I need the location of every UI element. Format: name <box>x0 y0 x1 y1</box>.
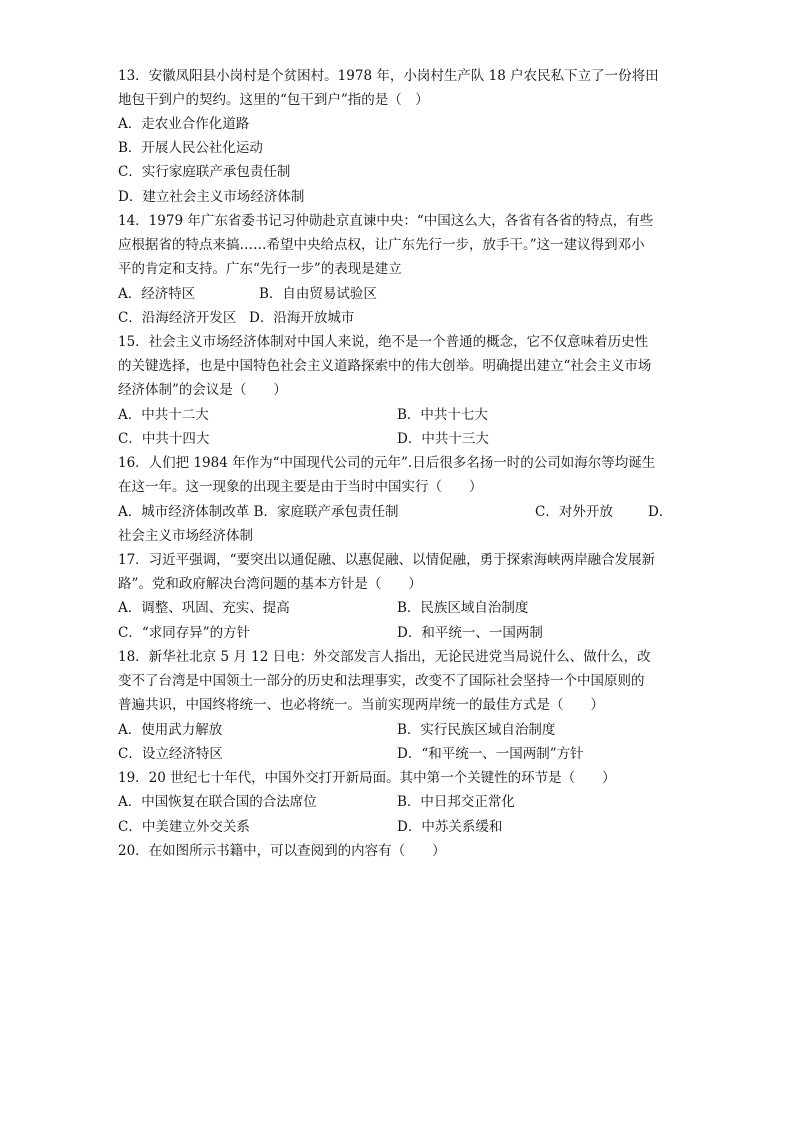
q15-option-d: D．中共十三大 <box>397 431 489 447</box>
q18-stem-line1: 18．新华社北京 5 月 12 日电：外交部发言人指出，无论民进党当局说什么、做什么，改 <box>118 649 651 665</box>
q15-stem-line3: 经济体制”的会议是（ ） <box>118 382 287 398</box>
q13-option-a: A．走农业合作化道路 <box>118 116 250 132</box>
q13-option-d: D．建立社会主义市场经济体制 <box>118 189 305 205</box>
q14-stem-line2: 应根据省的特点来搞……希望中央给点权，让广东先行一步，放手干。”这一建议得到邓小 <box>118 237 645 253</box>
q18-option-b: B．实行民族区域自治制度 <box>397 722 556 738</box>
q17-stem-line1: 17．习近平强调，“要突出以通促融、以惠促融、以情促融，勇于探索海峡两岸融合发展新 <box>118 552 656 568</box>
q19-option-c: C．中美建立外交关系 <box>118 819 250 835</box>
q14-stem-line3: 平的肯定和支持。广东“先行一步”的表现是建立 <box>118 261 402 277</box>
q14-option-d: D．沿海开放城市 <box>249 310 355 326</box>
q18-option-a: A．使用武力解放 <box>118 722 223 738</box>
q15-stem-line2: 的关键选择，也是中国特色社会主义道路探索中的伟大创举。明确提出建立“社会主义市场 <box>118 358 652 374</box>
q16-option-a-b: A．城市经济体制改革 B．家庭联产承包责任制 <box>118 504 399 520</box>
q18-stem-line2: 变不了台湾是中国领土一部分的历史和法理事实，改变不了国际社会坚持一个中国原则的 <box>118 673 645 689</box>
q15-option-c: C．中共十四大 <box>118 431 210 447</box>
q14-option-c: C．沿海经济开发区 <box>118 310 237 326</box>
q14-option-b: B．自由贸易试验区 <box>259 286 377 302</box>
q16-stem-line1: 16．人们把 1984 年作为“中国现代公司的元年”.日后很多名扬一时的公司如海尔等均诞生 <box>118 455 656 471</box>
q15-option-a: A．中共十二大 <box>118 407 209 423</box>
q19-stem-line1: 19．20 世纪七十年代，中国外交打开新局面。其中第一个关键性的环节是（ ） <box>118 770 616 786</box>
q13-option-c: C．实行家庭联产承包责任制 <box>118 164 291 180</box>
q13-stem-line1: 13．安徽凤阳县小岗村是个贫困村。1978 年，小岗村生产队 18 户农民私下立了一份将田 <box>118 68 659 84</box>
q19-option-b: B．中日邦交正常化 <box>397 794 515 810</box>
q15-stem-line1: 15．社会主义市场经济体制对中国人来说，绝不是一个普通的概念，它不仅意味着历史性 <box>118 334 649 350</box>
q16-option-d-text: 社会主义市场经济体制 <box>118 528 253 544</box>
q16-stem-line2: 在这一年。这一现象的出现主要是由于当时中国实行（ ） <box>118 479 483 495</box>
q17-option-b: B．民族区域自治制度 <box>397 600 529 616</box>
q17-option-c: C．“求同存异”的方针 <box>118 625 251 641</box>
q17-stem-line2: 路”。党和政府解决台湾问题的基本方针是（ ） <box>118 576 422 592</box>
q17-option-a: A．调整、巩固、充实、提高 <box>118 600 290 616</box>
q18-option-c: C．设立经济特区 <box>118 746 223 762</box>
q13-option-b: B．开展人民公社化运动 <box>118 140 263 156</box>
q14-option-a: A．经济特区 <box>118 286 196 302</box>
q14-stem-line1: 14．1979 年广东省委书记习仲勋赴京直谏中央：“中国这么大，各省有各省的特点，有些 <box>118 213 654 229</box>
q16-option-d-label: D． <box>648 504 673 520</box>
q19-option-d: D．中苏关系缓和 <box>397 819 503 835</box>
q20-stem-line1: 20．在如图所示书籍中，可以查阅到的内容有（ ） <box>118 843 446 859</box>
q17-option-d: D．和平统一、一国两制 <box>397 625 543 641</box>
q19-option-a: A．中国恢复在联合国的合法席位 <box>118 794 317 810</box>
q18-stem-line3: 普遍共识，中国终将统一、也必将统一。当前实现两岸统一的最佳方式是（ ） <box>118 697 604 713</box>
q16-option-c: C．对外开放 <box>535 504 613 520</box>
q15-option-b: B．中共十七大 <box>397 407 488 423</box>
q18-option-d: D．“和平统一、一国两制”方针 <box>397 746 584 762</box>
q13-stem-line2: 地包干到户的契约。这里的“包干到户”指的是（ ） <box>118 92 429 108</box>
